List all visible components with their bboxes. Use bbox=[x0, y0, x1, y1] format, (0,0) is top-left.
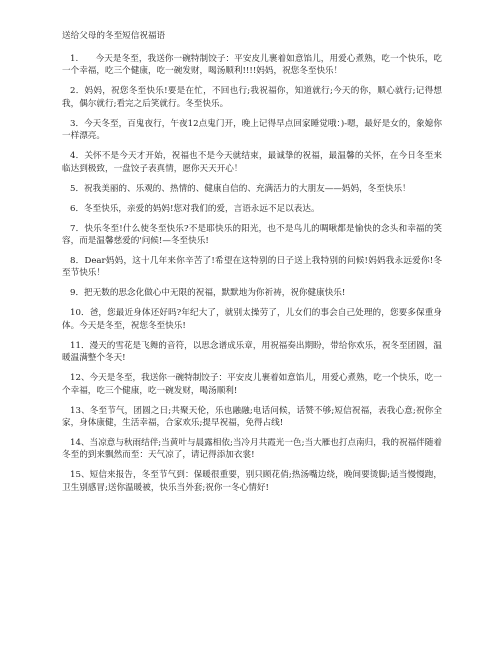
paragraph-3: 3．今天冬至，百鬼夜行，午夜12点鬼门开，晚上记得早点回家睡觉哦：)-嗯，最好是女的，象媳你一样漂亮。 bbox=[62, 118, 442, 142]
paragraph-7: 7．快乐冬至!什么使冬至快乐?不是耶快乐的阳光，也不是鸟儿的啁啾都是愉快的念头和幸福的笑容，而是温馨慈爱的'问候!—冬至快乐! bbox=[62, 223, 442, 247]
document-page bbox=[62, 30, 442, 502]
paragraph-2: 2．妈妈，祝您冬至快乐!要是在忙，不回也行;我祝福你，知道就行;今天的你，顺心就行;记得想我，偶尔就行;看完之后笑就行。冬至快乐。 bbox=[62, 86, 442, 109]
paragraph-8: 8．Dear妈妈，这十几年来你辛苦了!希望在这特别的日子送上我特别的问候!妈妈我永远爱你!冬至节快乐！ bbox=[62, 256, 442, 279]
paragraph-5: 5．祝我美丽的、乐观的、热情的、健康自信的、充满活力的大朋友——妈妈，冬至快乐！ bbox=[70, 183, 411, 194]
paragraph-13: 13、冬至节气，团圆之日;共聚天伦，乐也融融;电话问候，话赞不够;短信祝福，表我心意;祝你全家，身体康健，生活幸福，合家欢乐;提早祝福，免得占线! bbox=[62, 405, 442, 429]
paragraph-4: 4．关怀不是今天才开始，祝福也不是今天就结束，最诚挚的祝福，最温馨的关怀，在今日冬至来临达到极致，一盘饺子表真情，愿你天天开心！ bbox=[62, 151, 442, 174]
paragraph-15: 15、短信来报告，冬至节气到：保暖很重要，别只顾花俏;热汤嘴边绕，晚间要烫脚;适当慢慢跑，卫生别感冒;送你温暖被，快乐当外套;祝你一冬心情好! bbox=[62, 470, 442, 493]
paragraph-11: 11．漫天的雪花是飞舞的音符，以思念谱成乐章，用祝福奏出期盼，带给你欢乐，祝冬至团圆，温暖温满整个冬天! bbox=[62, 340, 442, 364]
paragraph-6: 6．冬至快乐，亲爱的妈妈!您对我们的爱，言语永远不足以表达。 bbox=[70, 203, 320, 214]
paragraph-1: 1. 今天是冬至，我送你一碗特制饺子：平安皮儿裹着如意馅儿，用爱心煮熟，吃一个快乐，吃一个幸福，吃三个健康，吃一碗发财，喝汤顺利!!!!妈妈，祝您冬至快乐！ bbox=[62, 54, 442, 77]
paragraph-9: 9．把无数的思念化做心中无限的祝福，默默地为你祈祷，祝你健康快乐! bbox=[70, 288, 346, 299]
paragraph-12: 12、今天是冬至，我送你一碗特制饺子：平安皮儿裹着如意馅儿，用爱心煮熟，吃一个快乐，吃一个幸福，吃三个健康，吃一碗发财，喝汤顺利! bbox=[62, 373, 442, 396]
paragraph-14: 14、当凉意与秋雨结伴;当黄叶与晨露相依;当冷月共霞光一色;当大雁也打点南归，我的祝福伴随着冬至的到来飘然而至：天气凉了，请记得添加衣裳! bbox=[62, 438, 442, 461]
document-title: 送给父母的冬至短信祝福语 bbox=[62, 31, 166, 41]
paragraph-10: 10．爸，您最近身体还好吗?年纪大了，就别太操劳了，儿女们的事会自己处理的，您要多保重身体。今天是冬至，祝您冬至快乐! bbox=[62, 308, 442, 331]
